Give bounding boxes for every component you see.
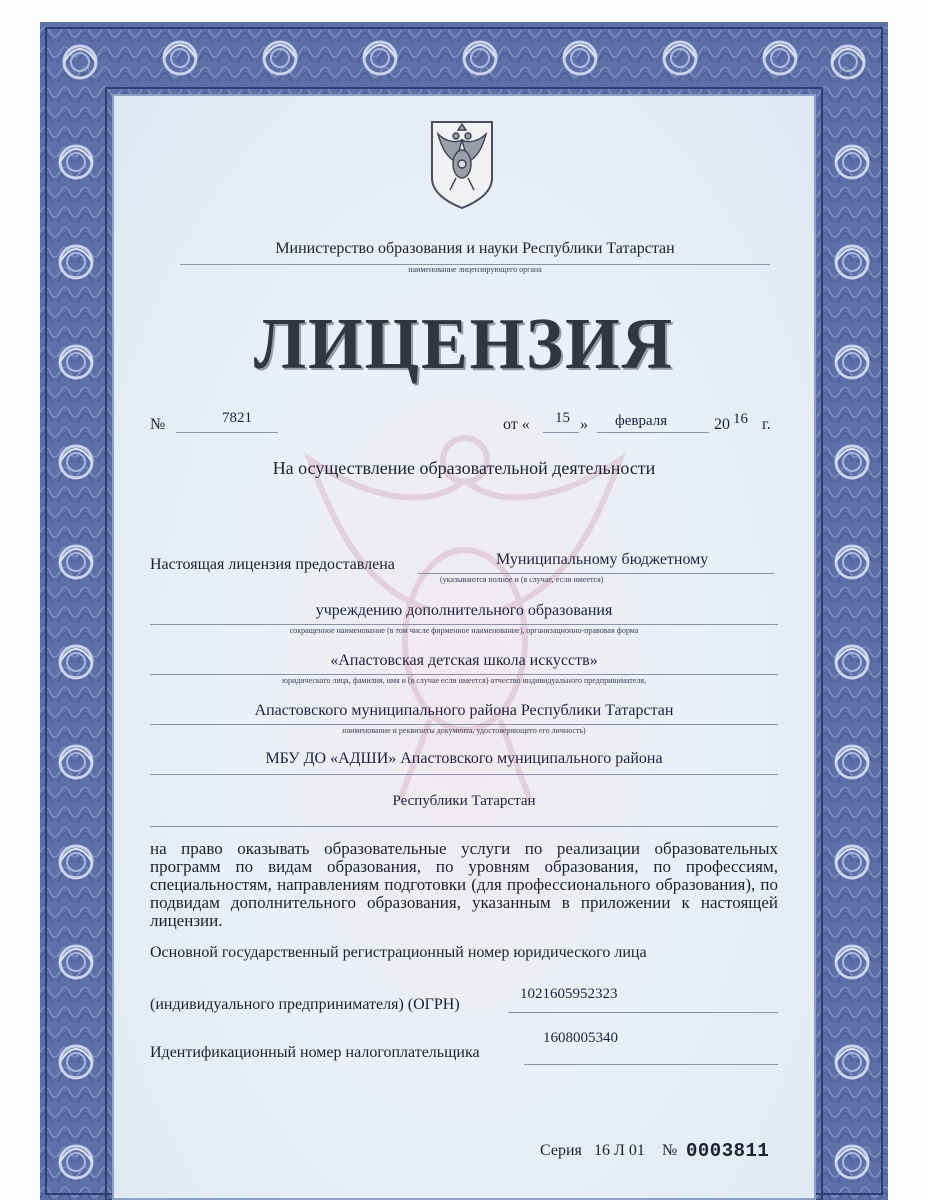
grantee-caption-2: сокращенное наименование (в том числе фирменное наименование), организационно-правовая форма [289, 626, 639, 635]
grantee-underline-1 [418, 573, 774, 574]
licensing-authority: Министерство образования и науки Республики Татарстан [275, 240, 675, 257]
grantee-underline-4 [150, 724, 778, 725]
series-number-label: № [662, 1142, 678, 1159]
rights-paragraph: на право оказывать образовательные услуги по реализации образовательных программ по видам образования, по уровням образования, по профессиям, специальностям, направлениям подготовки (для профессионального образования), по подвидам дополнительного образования, указанным в приложении к настоящей лицензии. [150, 839, 778, 930]
grantee-line-4: Апастовского муниципального района Республики Татарстан [254, 702, 674, 719]
series-number: 0003811 [686, 1140, 770, 1162]
grantee-line-6: Республики Татарстан [392, 793, 536, 809]
year-prefix: 20 [714, 416, 730, 433]
year-suffix: 16 [733, 411, 748, 427]
coat-of-arms-icon [428, 118, 496, 210]
number-underline [176, 432, 278, 433]
grantee-underline-3 [150, 674, 778, 675]
grantee-underline-6 [150, 826, 778, 827]
grantee-caption-4: наименование и реквизиты документа, удостоверяющего его личность) [342, 726, 586, 735]
grantee-line-2: учреждению дополнительного образования [315, 602, 613, 619]
month-underline [597, 432, 709, 433]
grantee-underline-2 [150, 624, 778, 625]
ogrn-value: 1021605952323 [520, 986, 618, 1002]
grantee-caption-1: (указываются полное и (в случае, если имеется) [440, 575, 604, 584]
ogrn-label-2: (индивидуального предпринимателя) (ОГРН) [150, 996, 460, 1013]
series-value: 16 Л 01 [594, 1142, 645, 1159]
document-title: ЛИЦЕНЗИЯ [253, 304, 675, 385]
date-month: февраля [615, 413, 668, 429]
ogrn-label-1: Основной государственный регистрационный номер юридического лица [150, 944, 647, 961]
year-label: г. [762, 416, 771, 433]
inn-underline [524, 1064, 778, 1065]
date-day: 15 [555, 410, 570, 426]
grantee-intro: Настоящая лицензия предоставлена [150, 556, 395, 573]
grantee-caption-3: юридического лица, фамилия, имя и (в случае если имеется) отчество индивидуального предпринимателя, [281, 676, 647, 685]
grantee-line-1: Муниципальному бюджетному [496, 551, 709, 568]
inn-label: Идентификационный номер налогоплательщика [150, 1044, 480, 1061]
date-from-label: от « [503, 416, 530, 433]
grantee-underline-5 [150, 774, 778, 775]
number-label: № [150, 416, 166, 433]
license-purpose: На осуществление образовательной деятельности [272, 458, 656, 478]
grantee-line-3: «Апастовская детская школа искусств» [330, 652, 598, 669]
inn-value: 1608005340 [543, 1030, 618, 1046]
date-day-close: » [580, 416, 588, 433]
grantee-line-5: МБУ ДО «АДШИ» Апастовского муниципального района [265, 750, 663, 767]
day-underline [543, 432, 579, 433]
ogrn-underline [508, 1012, 778, 1013]
license-number: 7821 [222, 410, 252, 426]
authority-caption: наименование лицензирующего органа [408, 265, 542, 274]
series-label: Серия [540, 1142, 582, 1159]
